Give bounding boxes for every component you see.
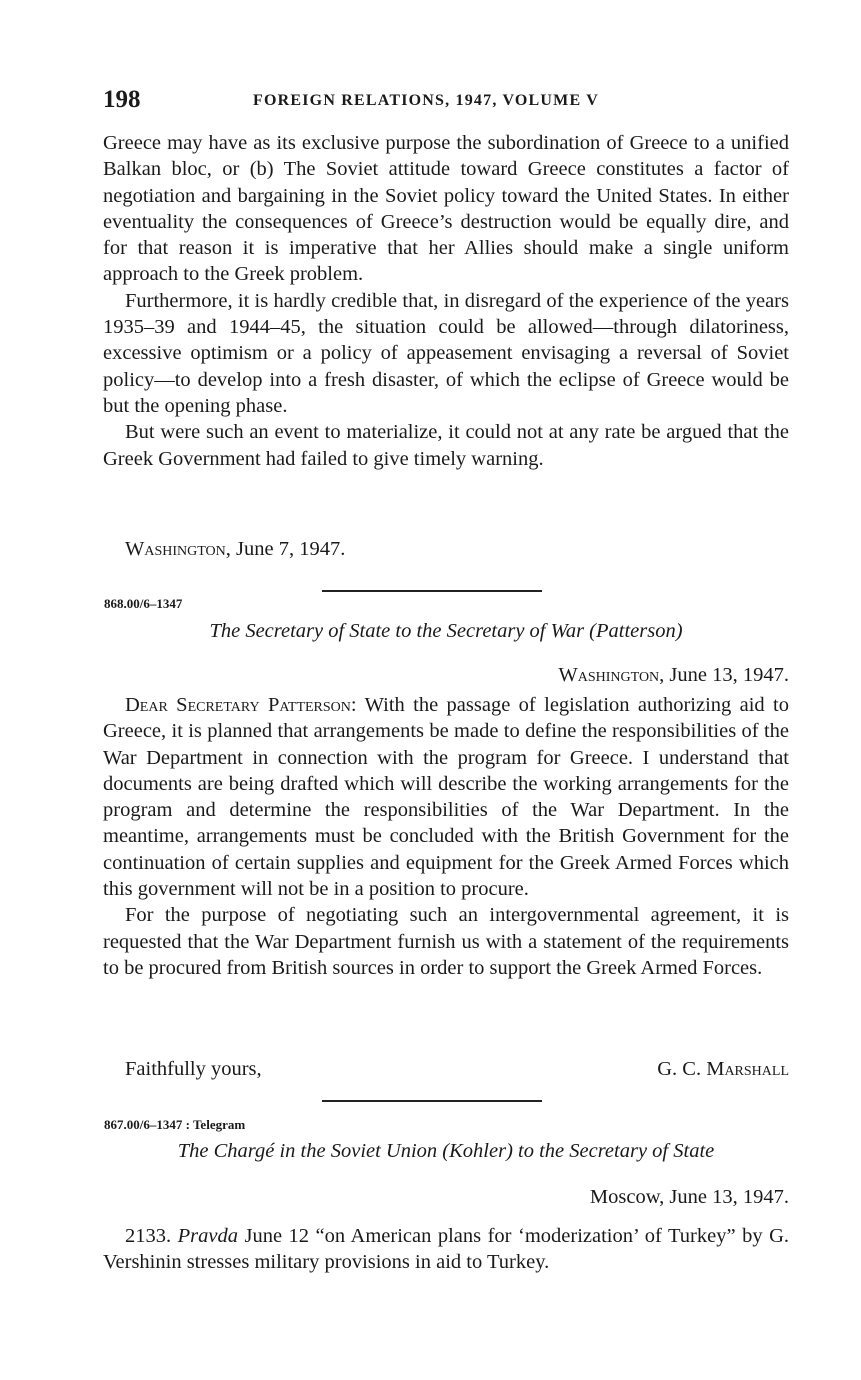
doc3-body [103, 1223, 789, 1276]
doc3-paragraph-1 [103, 1223, 789, 1276]
doc3-paragraph-text: June 12 “on American plans for ‘moderization’ of Turkey” by G. Vershinin stresses military provisions in aid to Turkey. [103, 1225, 789, 1274]
doc1-body [103, 130, 789, 472]
doc3-dateline: Moscow, June 13, 1947. [589, 1186, 789, 1208]
doc3-newspaper-name: Pravda [177, 1225, 238, 1247]
doc2-closing-text: Faithfully yours, [125, 1058, 262, 1080]
doc2-signature: G. C. Marshall [657, 1058, 789, 1080]
page-header [103, 86, 789, 116]
doc2-paragraph-1-text: : With the passage of legislation authorizing aid to Greece, it is planned that arrangements be made to define the responsibilities of the War Department in connection with the program for Greece. I understand that documents are being drafted which will describe the working arrangements for the program and determine the responsibilities of the War Department. In the meantime, arrangements must be concluded with the British Government for the continuation of certain supplies and equipment for the Greek Armed Forces which this government will not be in a position to procure. [103, 694, 789, 901]
doc1-paragraph-2: Furthermore, it is hardly credible that, in disregard of the experience of the years 1935–39 and 1944–45, the situation could be allowed—through dilatoriness, excessive optimism or a policy of appeasement envisaging a reversal of Soviet policy—to develop into a fresh disaster, of which the eclipse of Greece would be but the opening phase. [103, 289, 789, 417]
doc2-salutation: Dear Secretary Patterson [125, 694, 351, 716]
doc2-title: The Secretary of State to the Secretary of War (Patterson) [209, 620, 683, 642]
doc2-dateline-date: June 13, 1947. [664, 664, 789, 686]
page-number: 198 [103, 86, 141, 113]
doc3-paragraph-number: 2133. [125, 1225, 178, 1247]
doc3-file-id: 867.00/6–1347 : Telegram [104, 1117, 246, 1132]
section-divider [322, 1100, 542, 1102]
doc2-paragraph-1 [103, 692, 789, 902]
doc2-body [103, 692, 789, 981]
doc1-dateline-place: Washington, [125, 538, 231, 560]
section-divider [322, 590, 542, 592]
doc2-dateline [558, 664, 789, 687]
doc1-dateline-date: June 7, 1947. [230, 538, 346, 560]
running-head: FOREIGN RELATIONS, 1947, VOLUME V [253, 92, 599, 109]
doc1-dateline [125, 538, 345, 561]
doc3-title: The Chargé in the Soviet Union (Kohler) to the Secretary of State [177, 1140, 715, 1162]
doc2-file-id: 868.00/6–1347 [104, 596, 183, 611]
doc2-dateline-place: Washington, [558, 664, 665, 686]
doc1-paragraph-3: But were such an event to materialize, it could not at any rate be argued that the Greek Government had failed to give timely warning. [103, 421, 789, 470]
doc2-paragraph-2: For the purpose of negotiating such an intergovernmental agreement, it is requested that the War Department furnish us with a statement of the requirements to be procured from British sources in order to support the Greek Armed Forces. [103, 904, 789, 979]
doc1-paragraph-1: Greece may have as its exclusive purpose the subordination of Greece to a unified Balkan bloc, or (b) The Soviet attitude toward Greece constitutes a factor of negotiation and bargaining in the Soviet policy toward the United States. In either eventuality the consequences of Greece’s destruction would be equally dire, and for that reason it is imperative that her Allies should make a single uniform approach to the Greek problem. [103, 132, 789, 286]
